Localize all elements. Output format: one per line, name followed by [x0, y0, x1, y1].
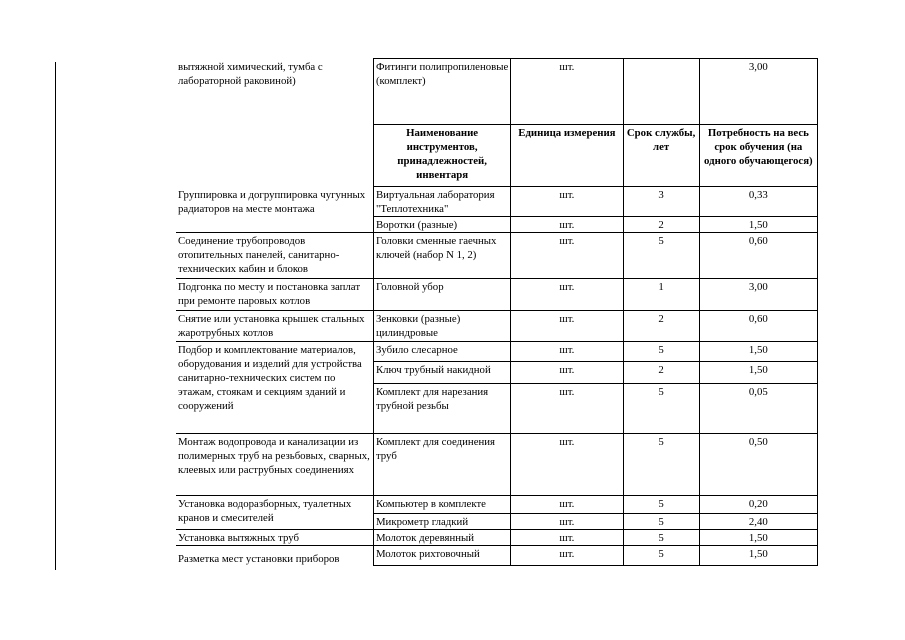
work-cell: Группировка и догруппировка чугунных радиаторов на месте монтажа	[176, 187, 373, 233]
table-row	[176, 496, 818, 514]
header-need: Потребность на весь срок обучения (на одного обучающегося)	[699, 125, 817, 187]
unit-cell: шт.	[511, 362, 623, 384]
need-cell: 1,50	[699, 530, 817, 546]
item-cell: Молоток рихтовочный	[373, 546, 510, 566]
need-cell: 0,60	[699, 311, 817, 342]
work-cell: Подбор и комплектование материалов, оборудования и изделий для устройства санитарно-технических систем по этажам, стоякам и секциям зданий и сооружений	[176, 342, 373, 434]
table-row	[176, 546, 818, 566]
table-row	[176, 342, 818, 362]
item-cell: Головки сменные гаечных ключей (набор N 1, 2)	[373, 233, 510, 279]
unit-cell: шт.	[511, 342, 623, 362]
equipment-table	[176, 58, 818, 566]
term-cell: 5	[623, 434, 699, 496]
need-cell: 0,50	[699, 434, 817, 496]
table-row	[176, 434, 818, 496]
term-cell: 2	[623, 311, 699, 342]
need-cell: 2,40	[699, 514, 817, 530]
term-cell: 5	[623, 546, 699, 566]
header-unit: Единица измерения	[511, 125, 623, 187]
table-row	[176, 233, 818, 279]
term-cell: 5	[623, 233, 699, 279]
item-cell: Фитинги полипропиленовые (комплект)	[373, 59, 510, 125]
term-cell: 5	[623, 342, 699, 362]
work-cell: Разметка мест установки приборов	[176, 546, 373, 566]
term-cell: 5	[623, 514, 699, 530]
table-row	[176, 59, 818, 125]
unit-cell: шт.	[511, 233, 623, 279]
work-cell: Монтаж водопровода и канализации из полимерных труб на резьбовых, сварных, клеевых или раструбных соединениях	[176, 434, 373, 496]
work-cell: Подгонка по месту и постановка заплат при ремонте паровых котлов	[176, 279, 373, 311]
need-cell: 0,60	[699, 233, 817, 279]
work-cell: Снятие или установка крышек стальных жаротрубных котлов	[176, 311, 373, 342]
item-cell: Молоток деревянный	[373, 530, 510, 546]
item-cell: Зубило слесарное	[373, 342, 510, 362]
table-row	[176, 311, 818, 342]
unit-cell: шт.	[511, 311, 623, 342]
term-cell: 5	[623, 530, 699, 546]
need-cell: 1,50	[699, 217, 817, 233]
unit-cell: шт.	[511, 496, 623, 514]
header-name: Наименование инструментов, принадлежностей, инвентаря	[373, 125, 510, 187]
work-cell: вытяжной химический, тумба с лабораторной раковиной)	[176, 59, 373, 187]
term-cell: 1	[623, 279, 699, 311]
unit-cell: шт.	[511, 279, 623, 311]
item-cell: Виртуальная лаборатория "Теплотехника"	[373, 187, 510, 217]
term-cell: 2	[623, 217, 699, 233]
table-row	[176, 530, 818, 546]
need-cell: 0,05	[699, 384, 817, 434]
item-cell: Компьютер в комплекте	[373, 496, 510, 514]
item-cell: Комплект для нарезания трубной резьбы	[373, 384, 510, 434]
work-cell: Установка водоразборных, туалетных кранов и смесителей	[176, 496, 373, 530]
unit-cell: шт.	[511, 514, 623, 530]
work-cell: Установка вытяжных труб	[176, 530, 373, 546]
term-cell: 3	[623, 187, 699, 217]
need-cell: 0,33	[699, 187, 817, 217]
table-row	[176, 279, 818, 311]
unit-cell: шт.	[511, 59, 623, 125]
item-cell: Микрометр гладкий	[373, 514, 510, 530]
item-cell: Комплект для соединения труб	[373, 434, 510, 496]
unit-cell: шт.	[511, 187, 623, 217]
table-row	[176, 187, 818, 217]
unit-cell: шт.	[511, 217, 623, 233]
item-cell: Зенковки (разные) цилиндровые	[373, 311, 510, 342]
item-cell: Ключ трубный накидной	[373, 362, 510, 384]
term-cell: 5	[623, 384, 699, 434]
need-cell: 1,50	[699, 362, 817, 384]
unit-cell: шт.	[511, 530, 623, 546]
work-cell: Соединение трубопроводов отопительных панелей, санитарно-технических кабин и блоков	[176, 233, 373, 279]
header-term: Срок службы, лет	[623, 125, 699, 187]
term-cell: 5	[623, 496, 699, 514]
term-cell: 2	[623, 362, 699, 384]
need-cell: 3,00	[699, 279, 817, 311]
need-cell: 1,50	[699, 546, 817, 566]
item-cell: Головной убор	[373, 279, 510, 311]
unit-cell: шт.	[511, 546, 623, 566]
need-cell: 3,00	[699, 59, 817, 125]
unit-cell: шт.	[511, 434, 623, 496]
unit-cell: шт.	[511, 384, 623, 434]
need-cell: 0,20	[699, 496, 817, 514]
item-cell: Воротки (разные)	[373, 217, 510, 233]
need-cell: 1,50	[699, 342, 817, 362]
term-cell	[623, 59, 699, 125]
page-margin-line	[55, 62, 56, 570]
